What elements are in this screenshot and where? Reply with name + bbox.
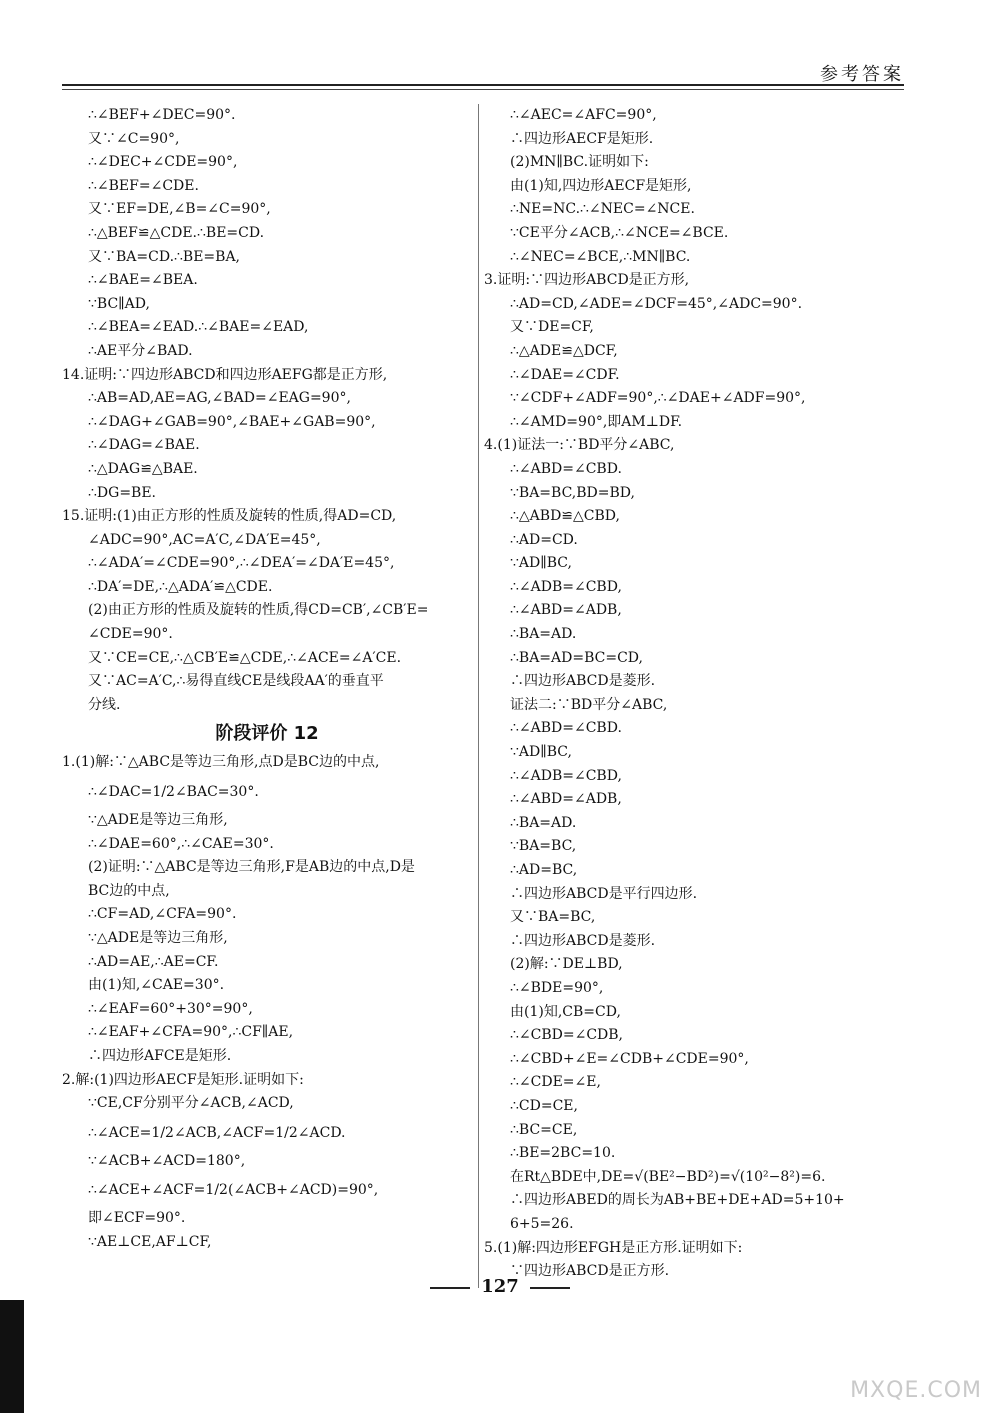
answer-line: (2)证明:∵△ABC是等边三角形,F是AB边的中点,D是 [88,859,415,876]
answer-line: ∴∠BEF+∠DEC=90°. [88,107,236,123]
answer-line: 2.解:(1)四边形AECF是矩形.证明如下: [62,1071,304,1088]
answer-line: 又∵BA=CD.∴BE=BA, [88,248,241,265]
page-number: 127 [481,1276,519,1297]
answer-line: ∴∠DEC+∠CDE=90°, [88,154,238,171]
answer-line: 分线. [88,696,121,713]
answer-line: ∴∠BAE=∠BEA. [88,272,198,289]
answer-line: 14.证明:∵四边形ABCD和四边形AEFG都是正方形, [62,366,388,383]
header-rule-thin [62,89,904,90]
answer-line: ∴CF=AD,∠CFA=90°. [88,906,237,923]
answer-line: ∴BA=AD. [510,814,577,831]
answer-line: ∴∠EAF=60°+30°=90°, [88,1000,253,1017]
answer-line: ∴∠ADB=∠CBD, [510,767,622,784]
answer-line: ∴AD=CD,∠ADE=∠DCF=45°,∠ADC=90°. [510,295,803,312]
answer-line: ∴∠CBD+∠E=∠CDB+∠CDE=90°, [510,1050,749,1067]
answer-line: 15.证明:(1)由正方形的性质及旋转的性质,得AD=CD, [62,508,397,525]
answer-line: ∴△ABD≌△CBD, [510,508,620,525]
answer-line: ∴△DAG≌△BAE. [88,460,198,477]
answer-line: 由(1)知,∠CAE=30°. [88,977,225,994]
answer-line: 又∵AC=A′C,∴易得直线CE是线段AA′的垂直平 [88,673,384,690]
answer-line: ∴△BEF≌△CDE.∴BE=CD. [88,224,265,241]
answer-line: 3.证明:∵四边形ABCD是正方形, [484,272,690,289]
answer-line: 5.(1)解:四边形EFGH是正方形.证明如下: [484,1239,743,1256]
answer-line: ∴AB=AD,AE=AG,∠BAD=∠EAG=90°, [88,390,351,407]
answer-line: ∴CD=CE, [510,1097,578,1114]
answer-line: ∴AE平分∠BAD. [88,342,193,359]
answer-line: ∴∠ACE=1/2∠ACB,∠ACF=1/2∠ACD. [88,1124,346,1141]
answer-line: ∴∠DAC=1/2∠BAC=30°. [88,784,259,801]
answer-line: ∴∠DAG=∠BAE. [88,437,200,454]
watermark-logo: MXQE.COM [850,1378,982,1403]
answer-line: ∴∠DAE=60°,∴∠CAE=30°. [88,835,274,852]
answer-line: ∵BA=BC,BD=BD, [510,484,635,501]
answer-line: ∴∠DAG+∠GAB=90°,∠BAE+∠GAB=90°, [88,413,376,430]
answer-line: ∴AD=AE,∴AE=CF. [88,953,219,970]
answer-line: (2)由正方形的性质及旋转的性质,得CD=CB′,∠CB′E= [88,602,429,619]
section-heading: 阶段评价 12 [215,723,319,745]
answer-line: ∵∠ACB+∠ACD=180°, [88,1152,246,1169]
answer-line: ∴∠BEA=∠EAD.∴∠BAE=∠EAD, [88,319,309,336]
left-column [62,104,472,1255]
page-footer [0,1276,1000,1297]
answer-line: ∴∠BDE=90°, [510,979,604,996]
answer-line: ∴NE=NC.∴∠NEC=∠NCE. [510,201,695,218]
answer-line: 又∵DE=CF, [510,319,594,336]
header-title: 参考答案 [820,64,904,85]
answer-line: ∴四边形ABCD是平行四边形. [510,885,698,902]
answer-line: ∴∠ADB=∠CBD, [510,578,622,595]
answer-line: ∴BA=AD. [510,626,577,643]
answer-line: ∵BA=BC, [510,838,577,855]
answer-line: ∴∠ABD=∠ADB, [510,791,622,808]
answer-line: ∴∠NEC=∠BCE,∴MN∥BC. [510,248,691,265]
answer-line: ∴∠AEC=∠AFC=90°, [510,107,657,123]
answer-line: ∴四边形ABCD是菱形. [510,932,656,949]
answer-line: ∴∠AMD=90°,即AM⊥DF. [510,413,683,430]
answer-line: ∴∠DAE=∠CDF. [510,366,620,383]
answer-line: ∴∠BEF=∠CDE. [88,177,199,194]
answer-line: ∴DA′=DE,∴△ADA′≌△CDE. [88,578,273,595]
answer-line: ∴四边形ABCD是菱形. [510,673,656,690]
answer-line: (2)解:∵DE⊥BD, [510,956,623,973]
answer-line: (2)MN∥BC.证明如下: [510,154,649,171]
answer-line: ∴△ADE≌△DCF, [510,342,618,359]
answer-line: 1.(1)解:∵△ABC是等边三角形,点D是BC边的中点, [62,754,380,771]
answer-line: ∴四边形AECF是矩形. [510,130,654,147]
answer-line: ∵AE⊥CE,AF⊥CF, [88,1233,212,1250]
answer-line: ∴∠ADA′=∠CDE=90°,∴∠DEA′=∠DA′E=45°, [88,555,395,572]
footer-ornament-left [430,1287,470,1289]
answer-line: ∵△ADE是等边三角形, [88,930,228,946]
answer-line: 证法二:∵BD平分∠ABC, [510,696,668,713]
header-rule [62,84,904,86]
answer-line: ∴BE=2BC=10. [510,1145,616,1162]
answer-line: ∴∠ABD=∠CBD. [510,720,622,737]
answer-line: ∴BC=CE, [510,1121,578,1138]
answer-line: ∵△ADE是等边三角形, [88,812,228,829]
answer-line: 4.(1)证法一:∵BD平分∠ABC, [484,437,675,454]
answer-line: ∴∠ACE+∠ACF=1/2(∠ACB+∠ACD)=90°, [88,1182,379,1199]
answer-line: 6+5=26. [510,1215,574,1232]
answer-line: 由(1)知,四边形AECF是矩形, [510,177,692,194]
answer-line: ∴∠ABD=∠ADB, [510,602,622,619]
page-header [62,58,904,90]
answer-line: 由(1)知,CB=CD, [510,1003,621,1020]
answer-line: ∵CE,CF分别平分∠ACB,∠ACD, [88,1095,294,1112]
edge-bar [0,1300,24,1413]
answer-line: ∵AD∥BC, [510,555,572,572]
answer-line: 又∵∠C=90°, [88,130,180,147]
column-divider [478,104,479,1288]
answer-line: ∴∠EAF+∠CFA=90°,∴CF∥AE, [88,1024,294,1041]
answer-line: ∴∠CBD=∠CDB, [510,1027,623,1044]
answer-line: ∴AD=BC, [510,862,578,878]
answer-line: ∵AD∥BC, [510,744,572,761]
answer-line: ∴AD=CD. [510,531,578,548]
answer-line: ∵CE平分∠ACB,∴∠NCE=∠BCE. [510,224,729,241]
answer-line: ∴BA=AD=BC=CD, [510,649,643,666]
answer-line: 即∠ECF=90°. [88,1210,186,1227]
answer-line: 在Rt△BDE中,DE=√(BE²−BD²)=√(10²−8²)=6. [510,1168,826,1185]
footer-ornament-right [530,1287,570,1289]
answer-line: 又∵BA=BC, [510,909,596,926]
answer-line: 又∵EF=DE,∠B=∠C=90°, [88,201,271,218]
answer-line: ∴四边形ABED的周长为AB+BE+DE+AD=5+10+ [510,1192,845,1209]
answer-line: ∵∠CDF+∠ADF=90°,∴∠DAE+∠ADF=90°, [510,390,806,407]
answer-line: 又∵CE=CE,∴△CB′E≌△CDE,∴∠ACE=∠A′CE. [88,649,402,666]
answer-line: ∵BC∥AD, [88,295,150,312]
answer-line: ∠ADC=90°,AC=A′C,∠DA′E=45°, [88,531,321,548]
answer-line: ∴四边形AFCE是矩形. [88,1047,232,1064]
answer-line: ∴DG=BE. [88,484,157,501]
answer-line: ∠CDE=90°. [88,626,173,643]
answer-line: ∴∠CDE=∠E, [510,1074,601,1091]
answer-line: ∴∠ABD=∠CBD. [510,460,622,477]
right-column [484,104,914,1284]
answer-line: BC边的中点, [88,882,170,899]
answer-line: ∵四边形ABCD是正方形. [510,1263,670,1280]
